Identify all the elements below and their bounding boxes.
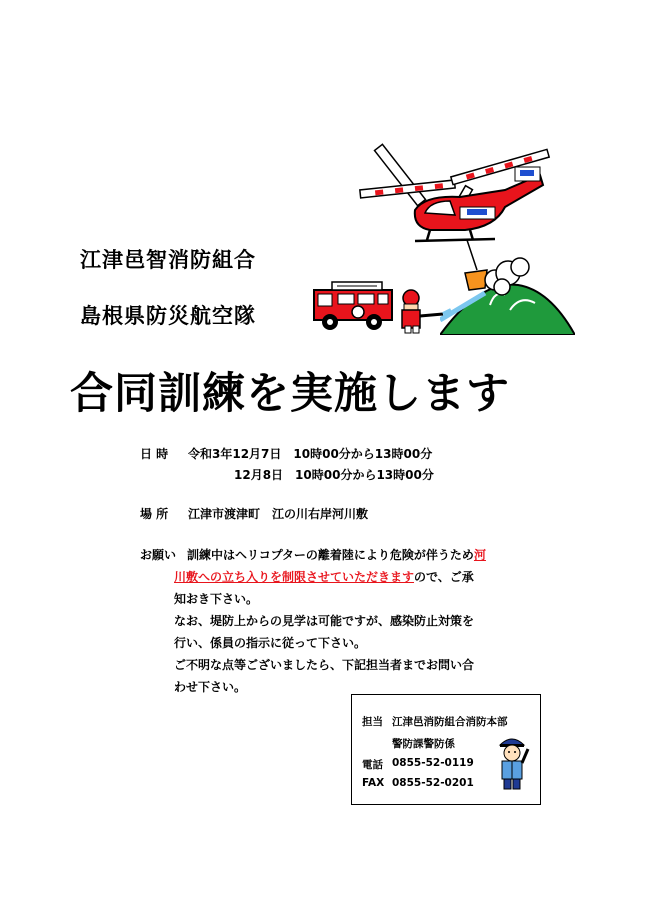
request-text: 訓練中はヘリコプターの離着陸により危険が伴うため <box>187 548 474 562</box>
place-label: 場 所 <box>140 507 169 521</box>
place-value: 江津市渡津町 江の川右岸河川敷 <box>188 507 369 521</box>
schedule-label: 日 時 <box>140 447 169 461</box>
request-line-4: なお、堤防上からの見学は可能ですが、感染防止対策を <box>174 614 475 628</box>
request-line-6: ご不明な点等ございましたら、下記担当者までお問い合 <box>174 658 475 672</box>
phone-label: 電話 <box>362 759 383 771</box>
contact-section: 警防課警防係 <box>392 738 455 750</box>
request-line-5: 行い、係員の指示に従って下さい。 <box>174 636 367 650</box>
restriction-notice: 河 <box>473 548 486 562</box>
schedule-line-2: 12月8日 10時00分から13時00分 <box>234 468 434 482</box>
contact-department: 江津邑消防組合消防本部 <box>392 716 508 728</box>
organization-name-aviation: 島根県防災航空隊 <box>80 304 256 328</box>
firefighter-icon <box>393 288 453 334</box>
request-line-1 <box>187 546 486 563</box>
contact-label: 担当 <box>362 716 383 728</box>
organization-name-fire: 江津邑智消防組合 <box>80 248 256 272</box>
fax-label: FAX <box>362 777 385 789</box>
request-line-3: 知おき下さい。 <box>174 592 259 606</box>
contact-box <box>351 694 541 805</box>
request-line-7: わせ下さい。 <box>174 680 247 694</box>
schedule-line-1: 令和3年12月7日 10時00分から13時00分 <box>188 447 433 461</box>
request-label: お願い <box>140 548 177 562</box>
police-officer-icon <box>494 733 530 791</box>
fax-number: 0855-52-0201 <box>392 777 474 789</box>
page-title: 合同訓練を実施します <box>70 369 510 419</box>
restriction-notice-cont: 川敷への立ち入りを制限させていただきます <box>174 570 415 584</box>
mountain-icon <box>440 255 575 335</box>
request-text: ので、ご承 <box>414 570 474 584</box>
request-line-2 <box>174 568 474 585</box>
phone-number: 0855-52-0119 <box>392 757 474 769</box>
